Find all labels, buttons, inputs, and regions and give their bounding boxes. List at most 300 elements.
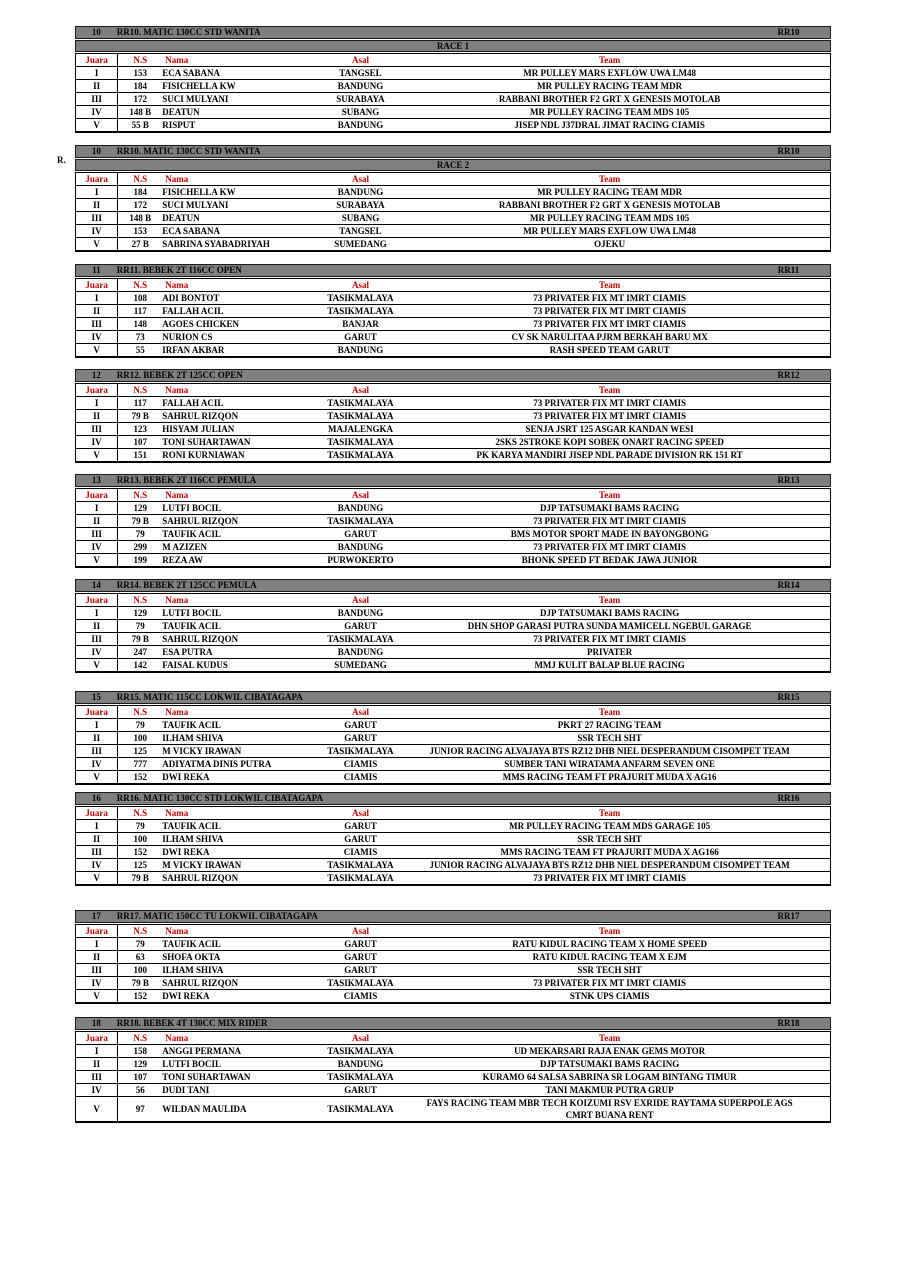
column-header-row	[76, 173, 831, 186]
cell-asal: TASIKMALAYA	[298, 436, 423, 449]
column-header-row	[76, 54, 831, 67]
cell-team: JUNIOR RACING ALVAJAYA BTS RZ12 DHB NIEL DESPERANDUM CISOMPET TEAM	[423, 745, 797, 758]
cell-ns: 184	[133, 187, 148, 197]
cell-nama: HISYAM JULIAN	[162, 423, 298, 436]
col-header-blank	[796, 173, 830, 186]
cell-juara: II	[76, 80, 118, 93]
cell-ns: 152	[118, 846, 163, 859]
cell-asal: GARUT	[298, 331, 423, 344]
margin-note: R.	[57, 155, 66, 165]
cell-team: SSR TECH SHT	[423, 732, 797, 745]
col-header-team: Team	[423, 925, 797, 938]
col-header-blank	[796, 594, 830, 607]
table-title-bar	[75, 1017, 831, 1030]
cell-team: SSR TECH SHT	[423, 964, 797, 977]
cell-team: 73 PRIVATER FIX MT IMRT CIAMIS	[423, 515, 797, 528]
cell-nama: ILHAM SHIVA	[162, 964, 298, 977]
cell-juara: IV	[76, 977, 118, 990]
cell-asal: BANDUNG	[298, 344, 423, 358]
cell-team: MR PULLEY RACING TEAM MDS 105	[423, 212, 797, 225]
col-header-nama: Nama	[162, 173, 298, 186]
result-row	[76, 541, 831, 554]
race-number: 15	[91, 692, 101, 702]
cell-team: 73 PRIVATER FIX MT IMRT CIAMIS	[533, 398, 687, 408]
cell-blank	[796, 186, 830, 199]
cell-asal: CIAMIS	[298, 990, 423, 1004]
cell-nama: SHOFA OKTA	[162, 951, 298, 964]
col-header-juara: Juara	[76, 489, 118, 502]
cell-ns: 129	[133, 503, 148, 513]
race-number: 16	[91, 793, 101, 803]
cell-ns: 125	[118, 745, 163, 758]
cell-asal: SURABAYA	[298, 93, 423, 106]
cell-juara: III	[76, 964, 118, 977]
cell-team: DJP TATSUMAKI BAMS RACING	[539, 503, 680, 513]
col-header-team: Team	[423, 54, 797, 67]
cell-nama: NURION CS	[162, 331, 298, 344]
table-title-bar	[75, 26, 831, 39]
col-header-asal: Asal	[298, 706, 423, 719]
cell-team: OJEKU	[423, 238, 797, 252]
cell-asal: TASIKMALAYA	[298, 305, 423, 318]
race-number: 10	[91, 27, 101, 37]
cell-nama: DWI REKA	[162, 990, 298, 1004]
cell-asal: TASIKMALAYA	[298, 515, 423, 528]
result-row	[76, 607, 831, 620]
cell-team: KURAMO 64 SALSA SABRINA SR LOGAM BINTANG TIMUR	[423, 1071, 797, 1084]
col-header-asal: Asal	[298, 489, 423, 502]
col-header-juara: Juara	[76, 54, 118, 67]
column-header-row	[76, 925, 831, 938]
cell-blank	[796, 1071, 830, 1084]
cell-asal: MAJALENGKA	[298, 423, 423, 436]
cell-juara: I	[76, 607, 118, 620]
cell-asal: GARUT	[344, 720, 377, 730]
cell-nama: TONI SUHARTAWAN	[162, 436, 298, 449]
cell-ns: 79 B	[118, 872, 163, 886]
results-grid	[75, 705, 831, 785]
result-row	[76, 951, 831, 964]
cell-team: PK KARYA MANDIRI JISEP NDL PARADE DIVISION RK 151 RT	[423, 449, 797, 463]
col-header-blank	[796, 807, 830, 820]
col-header-blank	[796, 706, 830, 719]
col-header-nama: Nama	[162, 706, 298, 719]
cell-team: 73 PRIVATER FIX MT IMRT CIAMIS	[533, 293, 687, 303]
cell-juara: II	[76, 1058, 118, 1071]
cell-team: RASH SPEED TEAM GARUT	[423, 344, 797, 358]
cell-juara: V	[76, 238, 118, 252]
col-header-team: Team	[423, 489, 797, 502]
race-number: 17	[91, 911, 101, 921]
cell-juara: V	[76, 119, 118, 133]
cell-blank	[796, 745, 830, 758]
cell-nama: TAUFIK ACIL	[162, 720, 221, 730]
cell-juara: V	[76, 990, 118, 1004]
cell-asal: TASIKMALAYA	[298, 859, 423, 872]
cell-ns: 79 B	[118, 515, 163, 528]
cell-team: PRIVATER	[423, 646, 797, 659]
result-row	[76, 859, 831, 872]
table-title-bar	[75, 579, 831, 592]
cell-blank	[796, 607, 830, 620]
col-header-team: Team	[423, 279, 797, 292]
cell-blank	[796, 820, 830, 833]
cell-asal: BANDUNG	[337, 503, 384, 513]
col-header-team: Team	[423, 384, 797, 397]
race-results-table	[75, 792, 831, 886]
col-header-nama: Nama	[162, 925, 298, 938]
cell-juara: II	[76, 199, 118, 212]
cell-asal: BANDUNG	[298, 119, 423, 133]
cell-juara: IV	[76, 646, 118, 659]
cell-nama: WILDAN MAULIDA	[162, 1097, 298, 1123]
race-results-table	[75, 691, 831, 785]
cell-team: BMS MOTOR SPORT MADE IN BAYONGBONG	[423, 528, 797, 541]
col-header-ns: N.S	[118, 489, 163, 502]
result-row	[76, 1084, 831, 1097]
cell-nama: SAHRUL RIZQON	[162, 977, 298, 990]
column-header-row	[76, 706, 831, 719]
cell-ns: 148 B	[118, 106, 163, 119]
cell-nama: ADI BONTOT	[162, 293, 220, 303]
result-row	[76, 225, 831, 238]
cell-juara: V	[76, 872, 118, 886]
cell-juara: II	[76, 305, 118, 318]
cell-team: CV SK NARULITAA PJRM BERKAH BARU MX	[423, 331, 797, 344]
cell-juara: IV	[76, 106, 118, 119]
cell-blank	[796, 212, 830, 225]
cell-team: RABBANI BROTHER F2 GRT X GENESIS MOTOLAB	[423, 199, 797, 212]
cell-blank	[796, 515, 830, 528]
cell-juara: IV	[76, 331, 118, 344]
cell-ns: 73	[118, 331, 163, 344]
col-header-asal: Asal	[298, 1032, 423, 1045]
race-code: RR13	[777, 475, 800, 485]
result-row	[76, 186, 831, 199]
cell-team: MR PULLEY MARS EXFLOW UWA LM48	[423, 225, 797, 238]
race-code: RR11	[777, 265, 800, 275]
cell-juara: I	[76, 820, 118, 833]
result-row	[76, 397, 831, 410]
cell-nama: TAUFIK ACIL	[162, 821, 221, 831]
cell-nama: SUCI MULYANI	[162, 93, 298, 106]
cell-blank	[796, 119, 830, 133]
race-results-table	[75, 474, 831, 568]
result-row	[76, 212, 831, 225]
results-grid	[75, 53, 831, 133]
cell-juara: III	[76, 93, 118, 106]
col-header-juara: Juara	[76, 1032, 118, 1045]
col-header-asal: Asal	[298, 925, 423, 938]
result-row	[76, 344, 831, 358]
race-number: 13	[91, 475, 101, 485]
cell-juara: III	[76, 318, 118, 331]
cell-juara: IV	[76, 859, 118, 872]
col-header-asal: Asal	[298, 54, 423, 67]
cell-team: 73 PRIVATER FIX MT IMRT CIAMIS	[423, 305, 797, 318]
col-header-ns: N.S	[118, 279, 163, 292]
cell-juara: IV	[76, 225, 118, 238]
result-row	[76, 1071, 831, 1084]
race-number: 14	[91, 580, 101, 590]
col-header-team: Team	[423, 594, 797, 607]
col-header-juara: Juara	[76, 807, 118, 820]
race-title: RR17. MATIC 150CC TU LOKWIL CIBATAGAPA	[116, 911, 318, 921]
results-grid	[75, 924, 831, 1004]
cell-asal: TASIKMALAYA	[298, 633, 423, 646]
cell-asal: BANDUNG	[337, 187, 384, 197]
result-row	[76, 80, 831, 93]
column-header-row	[76, 489, 831, 502]
cell-ns: 79	[135, 720, 145, 730]
cell-nama: SAHRUL RIZQON	[162, 633, 298, 646]
cell-blank	[796, 833, 830, 846]
cell-asal: BANDUNG	[298, 646, 423, 659]
result-row	[76, 990, 831, 1004]
cell-asal: GARUT	[298, 732, 423, 745]
col-header-nama: Nama	[162, 279, 298, 292]
result-row	[76, 528, 831, 541]
table-title-bar	[75, 792, 831, 805]
results-grid	[75, 172, 831, 252]
race-results-table	[75, 369, 831, 463]
cell-nama: FISICHELLA KW	[162, 80, 298, 93]
cell-asal: BANDUNG	[298, 1058, 423, 1071]
cell-nama: FALLAH ACIL	[162, 398, 224, 408]
race-title: RR18. BEBEK 4T 130CC MIX RIDER	[116, 1018, 268, 1028]
race-code: RR12	[777, 370, 800, 380]
cell-nama: M AZIZEN	[162, 541, 298, 554]
cell-ns: 172	[118, 199, 163, 212]
result-row	[76, 745, 831, 758]
cell-juara: V	[76, 771, 118, 785]
cell-blank	[796, 410, 830, 423]
cell-nama: DEATUN	[162, 106, 298, 119]
col-header-blank	[796, 1032, 830, 1045]
results-grid	[75, 278, 831, 358]
cell-asal: TASIKMALAYA	[298, 1097, 423, 1123]
cell-asal: GARUT	[298, 964, 423, 977]
cell-ns: 100	[118, 964, 163, 977]
cell-nama: RONI KURNIAWAN	[162, 449, 298, 463]
race-code: RR10	[777, 146, 800, 156]
cell-asal: SUMEDANG	[298, 659, 423, 673]
result-row	[76, 1058, 831, 1071]
cell-juara: II	[76, 833, 118, 846]
col-header-nama: Nama	[162, 54, 298, 67]
race-results-table	[75, 145, 831, 252]
cell-asal: TASIKMALAYA	[327, 398, 394, 408]
cell-blank	[796, 423, 830, 436]
cell-blank	[796, 199, 830, 212]
cell-nama: FISICHELLA KW	[162, 187, 236, 197]
cell-team: RATU KIDUL RACING TEAM X EJM	[423, 951, 797, 964]
cell-asal: GARUT	[298, 833, 423, 846]
cell-ns: 79	[118, 528, 163, 541]
cell-ns: 247	[118, 646, 163, 659]
race-title: RR16. MATIC 130CC STD LOKWIL CIBATAGAPA	[116, 793, 324, 803]
cell-nama: ESA PUTRA	[162, 646, 298, 659]
cell-team: MMS RACING TEAM FT PRAJURIT MUDA X AG16	[423, 771, 797, 785]
column-header-row	[76, 1032, 831, 1045]
cell-juara: I	[76, 186, 118, 199]
cell-juara: III	[76, 528, 118, 541]
result-row	[76, 820, 831, 833]
cell-blank	[796, 732, 830, 745]
race-title: RR15. MATIC 115CC LOKWIL CIBATAGAPA	[116, 692, 303, 702]
cell-nama: LUTFI BOCIL	[162, 608, 222, 618]
cell-blank	[796, 1045, 830, 1058]
cell-ns: 123	[118, 423, 163, 436]
cell-juara: III	[76, 633, 118, 646]
cell-team: DJP TATSUMAKI BAMS RACING	[539, 608, 680, 618]
result-row	[76, 659, 831, 673]
cell-nama: FALLAH ACIL	[162, 305, 298, 318]
cell-team: SENJA JSRT 125 ASGAR KANDAN WESI	[423, 423, 797, 436]
cell-blank	[796, 719, 830, 732]
table-title-bar	[75, 474, 831, 487]
cell-ns: 100	[118, 833, 163, 846]
race-results-table	[75, 1017, 831, 1123]
cell-blank	[796, 990, 830, 1004]
cell-team: 73 PRIVATER FIX MT IMRT CIAMIS	[423, 318, 797, 331]
cell-juara: IV	[76, 758, 118, 771]
result-row	[76, 833, 831, 846]
cell-team: FAYS RACING TEAM MBR TECH KOIZUMI RSV EXRIDE RAYTAMA SUPERPOLE AGS CMRT BUANA RENT	[423, 1097, 797, 1123]
cell-blank	[796, 318, 830, 331]
results-grid	[75, 383, 831, 463]
cell-team: 73 PRIVATER FIX MT IMRT CIAMIS	[423, 977, 797, 990]
cell-team: MR PULLEY RACING TEAM MDR	[537, 187, 683, 197]
cell-asal: GARUT	[298, 528, 423, 541]
result-row	[76, 633, 831, 646]
race-number: 12	[91, 370, 101, 380]
col-header-ns: N.S	[118, 706, 163, 719]
race-title: RR11. BEBEK 2T 116CC OPEN	[116, 265, 242, 275]
result-row	[76, 502, 831, 515]
cell-juara: III	[76, 212, 118, 225]
col-header-juara: Juara	[76, 925, 118, 938]
col-header-asal: Asal	[298, 384, 423, 397]
race-code: RR10	[777, 27, 800, 37]
result-row	[76, 554, 831, 568]
cell-asal: SUBANG	[298, 212, 423, 225]
cell-blank	[796, 449, 830, 463]
race-results-table	[75, 910, 831, 1004]
race-code: RR14	[777, 580, 800, 590]
column-header-row	[76, 384, 831, 397]
cell-nama: DWI REKA	[162, 846, 298, 859]
col-header-juara: Juara	[76, 706, 118, 719]
cell-nama: DWI REKA	[162, 771, 298, 785]
cell-team: RATU KIDUL RACING TEAM X HOME SPEED	[512, 939, 707, 949]
cell-ns: 152	[118, 990, 163, 1004]
race-results-table	[75, 579, 831, 673]
cell-nama: AGOES CHICKEN	[162, 318, 298, 331]
cell-ns: 148 B	[118, 212, 163, 225]
cell-nama: REZA AW	[162, 554, 298, 568]
col-header-team: Team	[423, 173, 797, 186]
cell-team: MR PULLEY RACING TEAM MDR	[423, 80, 797, 93]
cell-asal: GARUT	[298, 620, 423, 633]
cell-ns: 79	[118, 620, 163, 633]
col-header-team: Team	[423, 807, 797, 820]
cell-juara: IV	[76, 541, 118, 554]
cell-blank	[796, 859, 830, 872]
cell-blank	[796, 846, 830, 859]
race-heat-bar: RACE 1	[75, 40, 831, 52]
cell-juara: I	[76, 397, 118, 410]
cell-nama: ECA SABANA	[162, 225, 298, 238]
col-header-ns: N.S	[118, 173, 163, 186]
cell-juara: I	[76, 292, 118, 305]
race-code: RR16	[777, 793, 800, 803]
column-header-row	[76, 594, 831, 607]
cell-team: RABBANI BROTHER F2 GRT X GENESIS MOTOLAB	[423, 93, 797, 106]
race-number: 10	[91, 146, 101, 156]
cell-asal: SURABAYA	[298, 199, 423, 212]
cell-blank	[796, 238, 830, 252]
cell-ns: 151	[118, 449, 163, 463]
cell-nama: SAHRUL RIZQON	[162, 515, 298, 528]
cell-ns: 56	[118, 1084, 163, 1097]
results-grid	[75, 1031, 831, 1123]
cell-nama: SUCI MULYANI	[162, 199, 298, 212]
cell-team: MR PULLEY RACING TEAM MDS 105	[423, 106, 797, 119]
result-row	[76, 423, 831, 436]
col-header-nama: Nama	[162, 1032, 298, 1045]
cell-blank	[796, 633, 830, 646]
cell-asal: CIAMIS	[298, 771, 423, 785]
cell-asal: GARUT	[298, 1084, 423, 1097]
result-row	[76, 238, 831, 252]
col-header-blank	[796, 384, 830, 397]
col-header-ns: N.S	[118, 54, 163, 67]
cell-juara: II	[76, 732, 118, 745]
result-row	[76, 719, 831, 732]
cell-ns: 63	[118, 951, 163, 964]
cell-team: MR PULLEY RACING TEAM MDS GARAGE 105	[509, 821, 711, 831]
cell-team: DHN SHOP GARASI PUTRA SUNDA MAMICELL NGEBUL GARAGE	[423, 620, 797, 633]
cell-nama: ILHAM SHIVA	[162, 732, 298, 745]
cell-blank	[796, 758, 830, 771]
results-grid	[75, 488, 831, 568]
race-results-table	[75, 26, 831, 133]
cell-blank	[796, 1084, 830, 1097]
cell-juara: V	[76, 449, 118, 463]
cell-ns: 158	[133, 1046, 148, 1056]
result-row	[76, 977, 831, 990]
cell-ns: 100	[118, 732, 163, 745]
race-title: RR12. BEBEK 2T 125CC OPEN	[116, 370, 243, 380]
col-header-nama: Nama	[162, 489, 298, 502]
column-header-row	[76, 807, 831, 820]
cell-ns: 125	[118, 859, 163, 872]
cell-team: SUMBER TANI WIRATAMA ANFARM SEVEN ONE	[423, 758, 797, 771]
cell-juara: V	[76, 659, 118, 673]
result-row	[76, 119, 831, 133]
race-number: 18	[91, 1018, 101, 1028]
col-header-ns: N.S	[118, 384, 163, 397]
cell-blank	[796, 93, 830, 106]
cell-team: DJP TATSUMAKI BAMS RACING	[423, 1058, 797, 1071]
result-row	[76, 732, 831, 745]
result-row	[76, 771, 831, 785]
cell-nama: M VICKY IRAWAN	[162, 745, 298, 758]
cell-ns: 152	[118, 771, 163, 785]
cell-ns: 172	[118, 93, 163, 106]
cell-asal: TASIKMALAYA	[298, 977, 423, 990]
